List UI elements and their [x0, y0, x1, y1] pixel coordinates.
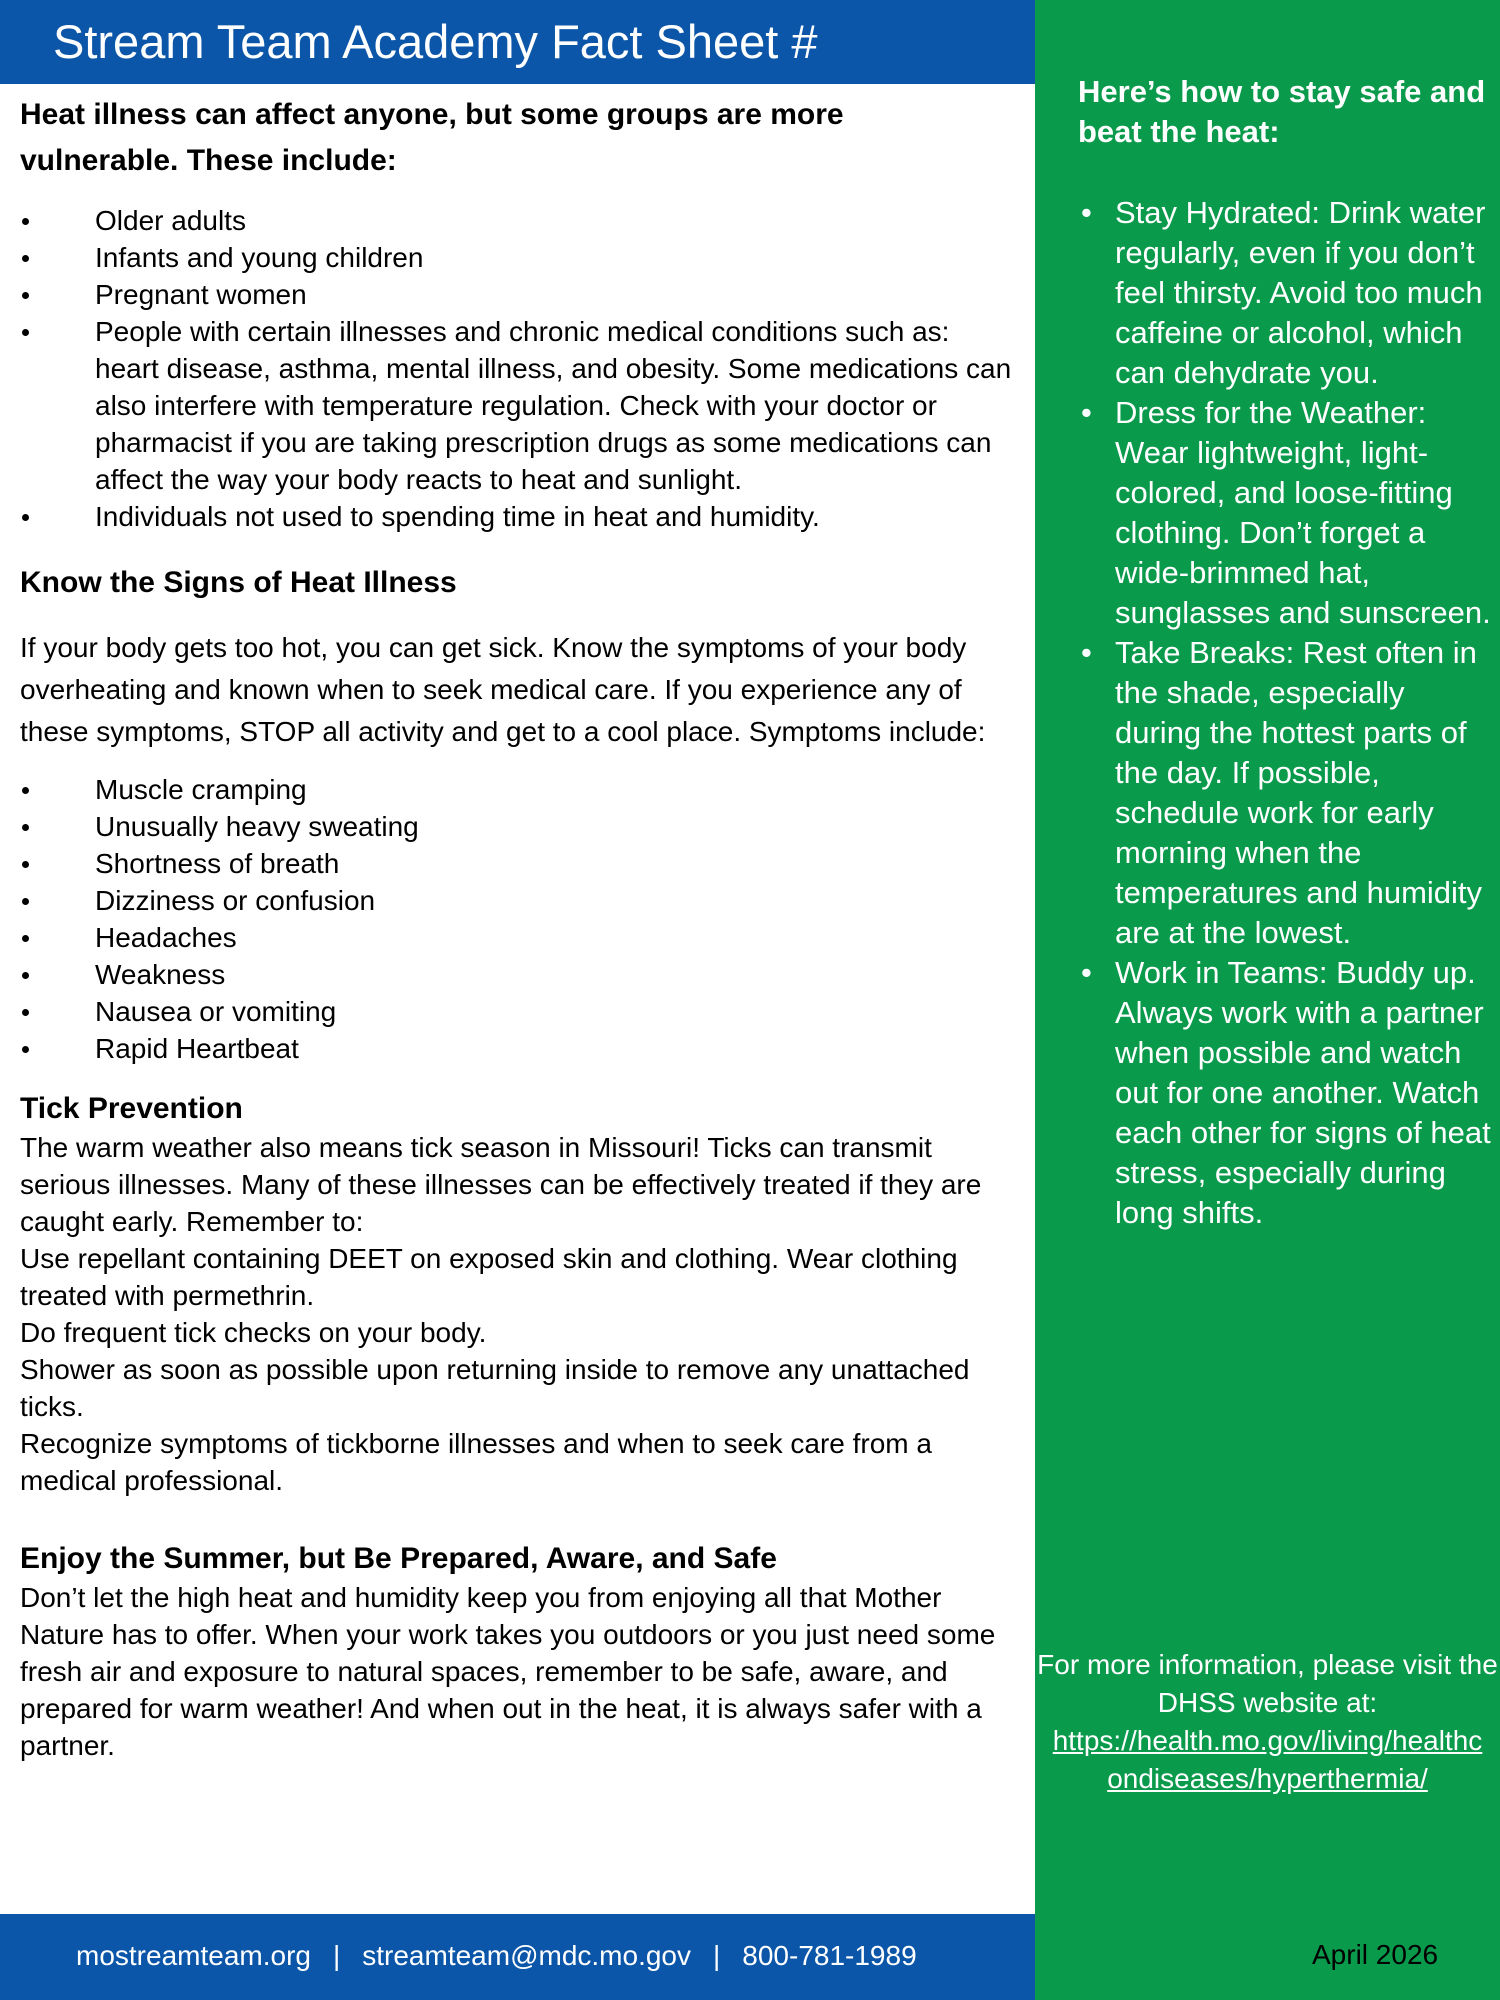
list-item: • Work in Teams: Buddy up. Always work with a partner when possible and watch out for one another. Watch each other for signs of heat stress, especially during long shifts.: [1078, 953, 1496, 1233]
list-item: Unusually heavy sweating: [20, 808, 1020, 845]
sidebar: [1035, 0, 1500, 2000]
website-link[interactable]: mostreamteam.org: [76, 1940, 311, 1971]
signs-heading: Know the Signs of Heat Illness: [20, 566, 457, 599]
footer-bar: [0, 1914, 1035, 2000]
list-item: Infants and young children: [20, 239, 1020, 276]
vulnerable-intro: Heat illness can affect anyone, but some groups are more vulnerable. These include:: [20, 98, 844, 177]
list-item: Pregnant women: [20, 276, 1020, 313]
list-item: Rapid Heartbeat: [20, 1030, 1020, 1067]
summer-text: Don’t let the high heat and humidity keep you from enjoying all that Mother Nature has to offer. When your work takes you outdoors or you just need some fresh air and exposure to natural spaces, remember to be safe, aware, and prepared for warm weather! And when out in the heat, it is always safer with a partner.: [20, 1582, 996, 1761]
list-item: Headaches: [20, 919, 1020, 956]
list-item: Individuals not used to spending time in heat and humidity.: [20, 498, 1020, 535]
more-info-text: For more information, please visit the DHSS website at:: [1037, 1649, 1498, 1718]
dhss-link[interactable]: https://health.mo.gov/living/healthcondiseases/hyperthermia/: [1052, 1725, 1483, 1794]
tick-step: Shower as soon as possible upon returning inside to remove any unattached ticks.: [20, 1354, 970, 1422]
list-item: Nausea or vomiting: [20, 993, 1020, 1030]
list-item: Older adults: [20, 202, 1020, 239]
tick-heading: Tick Prevention: [20, 1092, 243, 1125]
separator: |: [713, 1940, 721, 1971]
list-item: Weakness: [20, 956, 1020, 993]
list-item: People with certain illnesses and chronic medical conditions such as: heart disease, asthma, mental illness, and obesity. Some medications can also interfere with temperature regulation. Check with your doctor or pharmacist if you are taking prescription drugs as some medications can affect the way your body reacts to heat and sunlight.: [20, 313, 1020, 498]
list-item: • Dress for the Weather: Wear lightweight, light-colored, and loose-fitting clothing. Don’t forget a wide-brimmed hat, sunglasses and sunscreen.: [1078, 393, 1496, 633]
tick-intro: The warm weather also means tick season in Missouri! Ticks can transmit serious illnesses. Many of these illnesses can be effectively treated if they are caught early. Remember to:: [20, 1132, 982, 1237]
tick-step: Recognize symptoms of tickborne illnesses and when to seek care from a medical professional.: [20, 1428, 932, 1496]
list-item: • Take Breaks: Rest often in the shade, especially during the hottest parts of the day. If possible, schedule work for early morning when the temperatures and humidity are at the lowest.: [1078, 633, 1496, 953]
date-label: April 2026: [1312, 1939, 1439, 1970]
tick-step: Do frequent tick checks on your body.: [20, 1317, 487, 1348]
main-content: [20, 92, 1020, 1764]
sidebar-heading: Here’s how to stay safe and beat the heat:: [1078, 74, 1486, 149]
list-item: Dizziness or confusion: [20, 882, 1020, 919]
list-item: Muscle cramping: [20, 771, 1020, 808]
list-item: Shortness of breath: [20, 845, 1020, 882]
symptoms-list: [20, 771, 1020, 1067]
header-bar: [0, 0, 1035, 84]
vulnerable-groups-list: [20, 202, 1020, 535]
signs-intro: If your body gets too hot, you can get sick. Know the symptoms of your body overheating and known when to seek medical care. If you experience any of these symptoms, STOP all activity and get to a cool place. Symptoms include:: [20, 632, 986, 747]
separator: |: [332, 1940, 341, 1971]
safety-tips-list: [1078, 193, 1496, 1233]
phone-number: 800-781-1989: [742, 1940, 917, 1971]
summer-heading: Enjoy the Summer, but Be Prepared, Aware, and Safe: [20, 1542, 777, 1575]
tick-step: Use repellant containing DEET on exposed skin and clothing. Wear clothing treated with permethrin.: [20, 1243, 958, 1311]
more-info: [1035, 1646, 1500, 1798]
footer-contacts: [76, 1937, 917, 1975]
email-link[interactable]: streamteam@mdc.mo.gov: [362, 1940, 691, 1971]
page-title: Stream Team Academy Fact Sheet #: [53, 15, 818, 68]
list-item: • Stay Hydrated: Drink water regularly, even if you don’t feel thirsty. Avoid too much caffeine or alcohol, which can dehydrate you.: [1078, 193, 1496, 393]
